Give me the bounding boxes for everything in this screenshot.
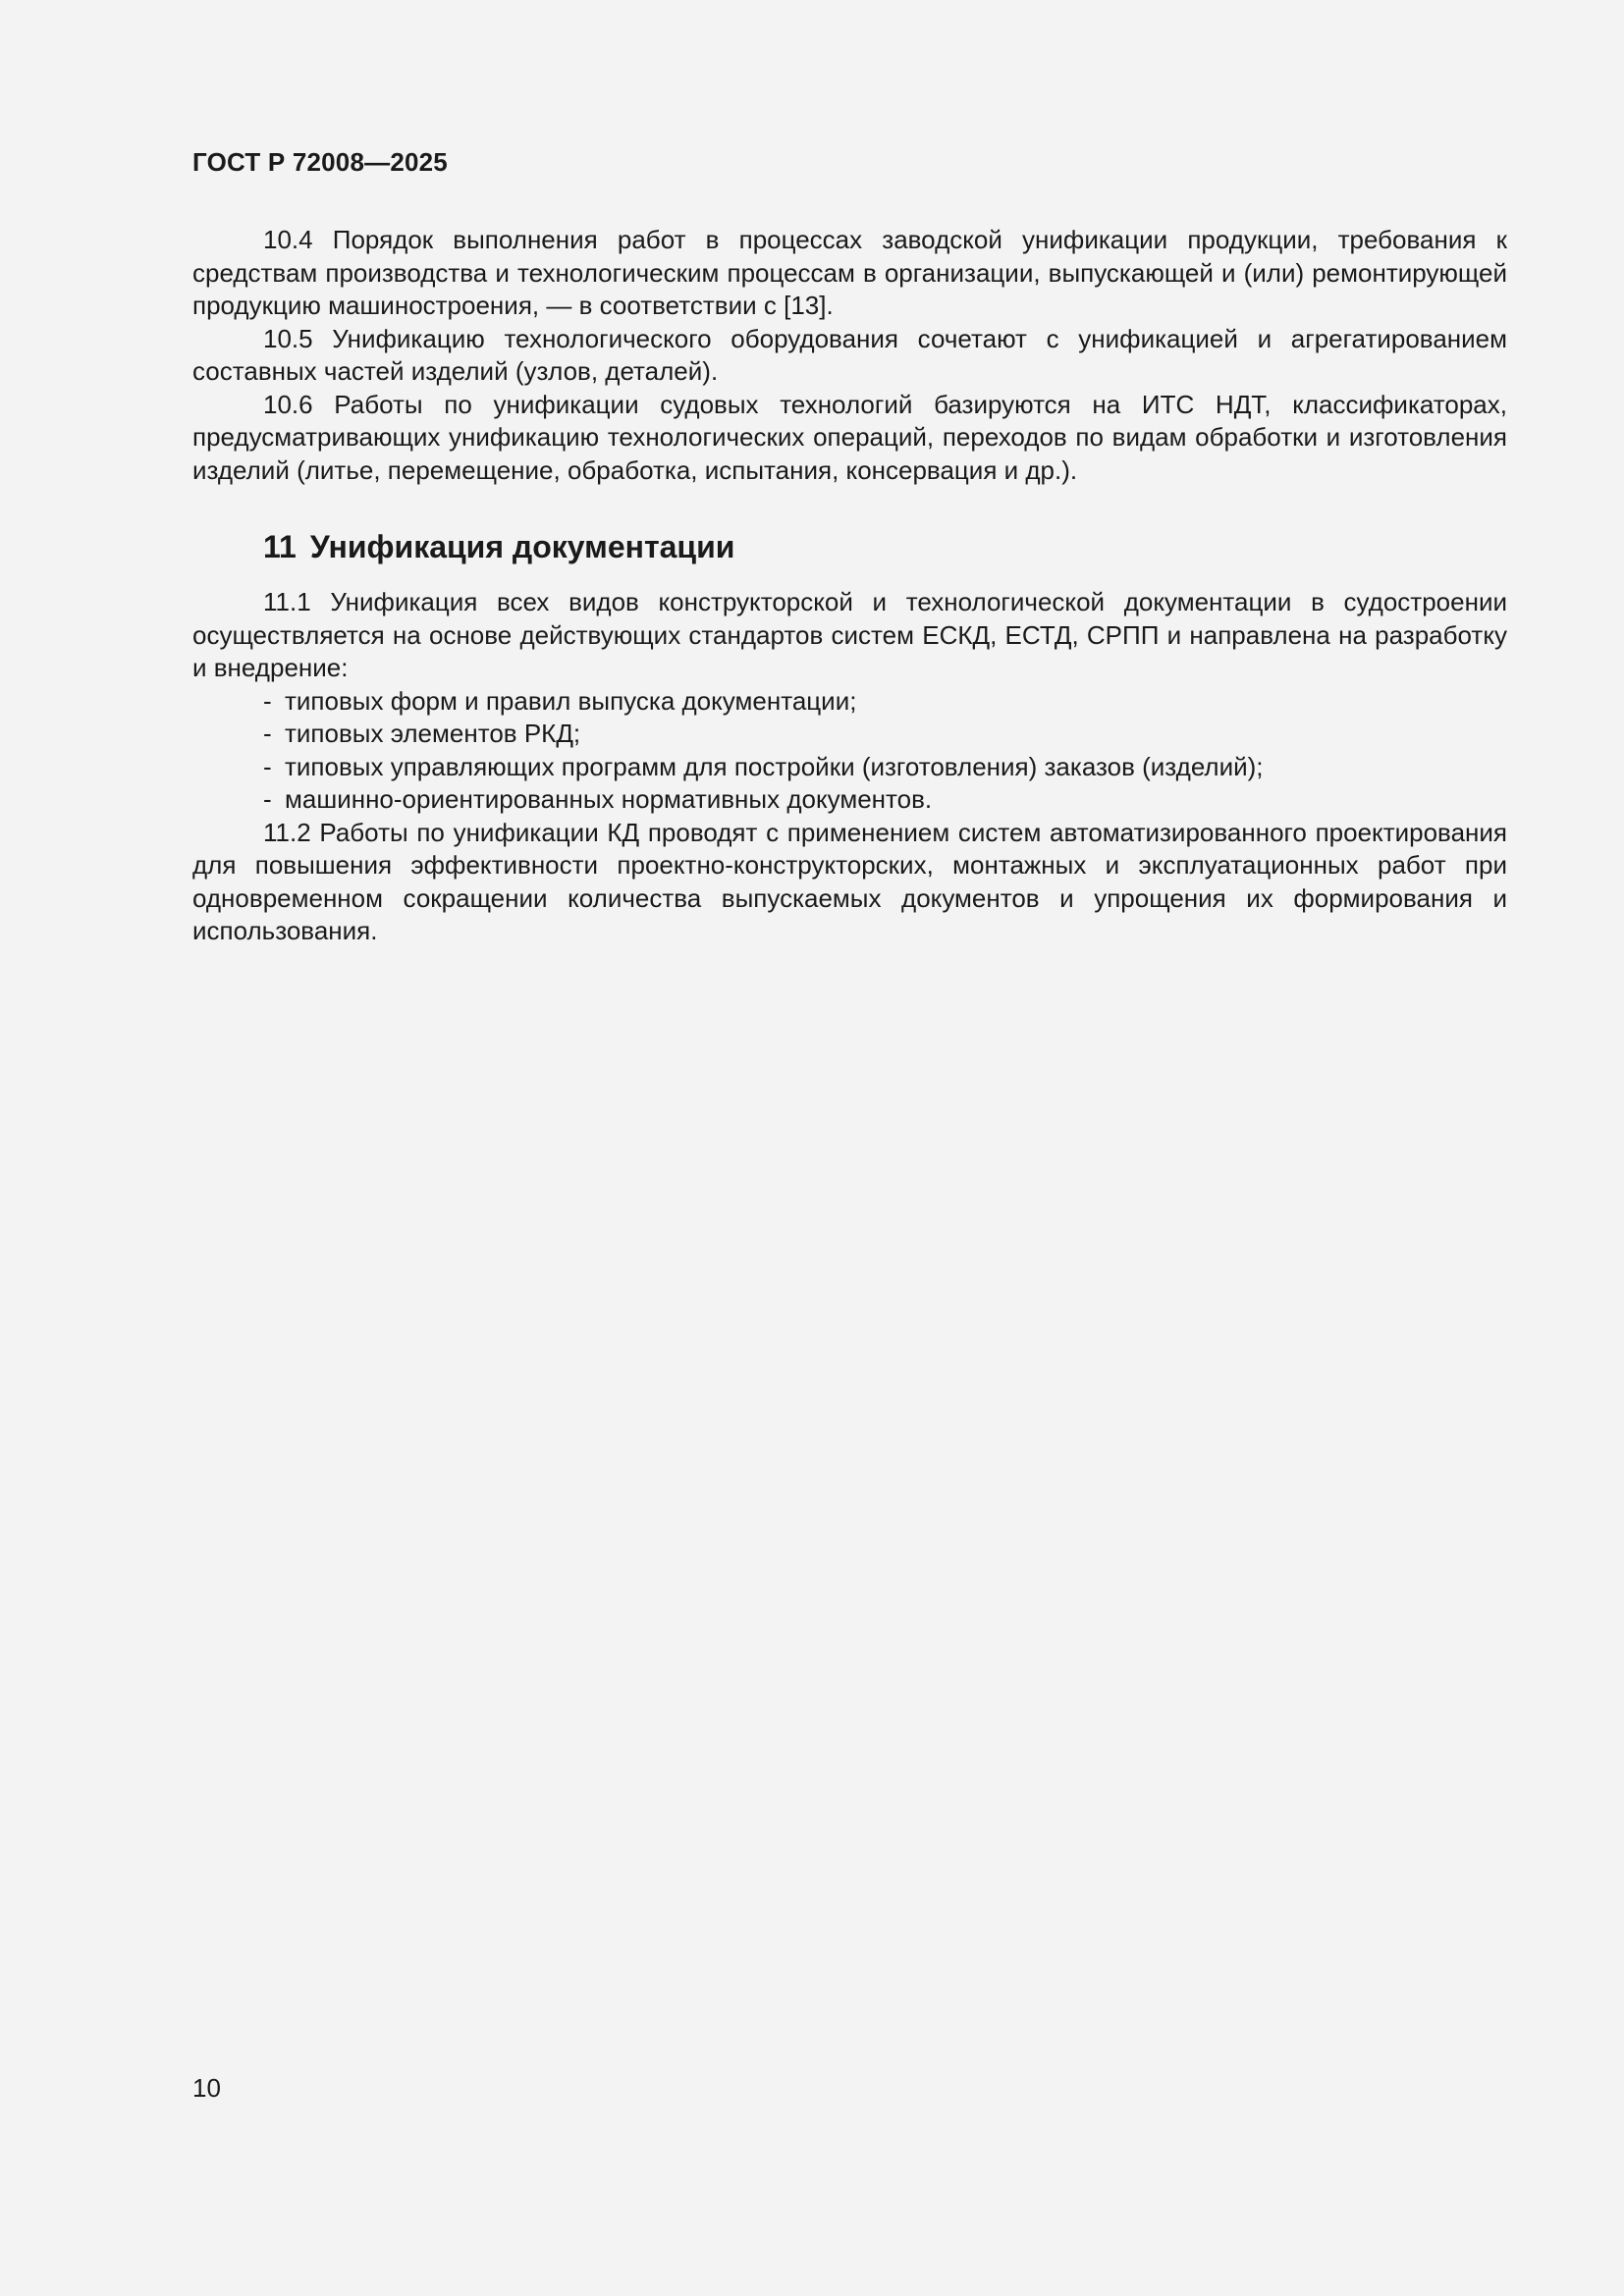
paragraph-10-4: 10.4 Порядок выполнения работ в процессах заводской унификации продукции, требования к средствам производства и технологическим процессам в организации, выпускающей и (или) ремонтирующей продукцию машиностроения, — в соответствии с [13]. bbox=[192, 225, 1507, 320]
list-marker: - bbox=[263, 685, 272, 716]
page-number: 10 bbox=[192, 2073, 221, 2103]
section-11-heading bbox=[192, 527, 1507, 566]
list-item bbox=[192, 751, 1507, 784]
paragraph-11-2: 11.2 Работы по унификации КД проводят с применением систем автоматизированного проектирования для повышения эффективности проектно-конструкторских, монтажных и эксплуатационных работ при одновременном сокращении количества выпускаемых документов и упрощения их формирования и использования. bbox=[192, 817, 1507, 945]
list-item-text: типовых форм и правил выпуска документации; bbox=[285, 685, 857, 716]
list-item-text: типовых управляющих программ для постройки (изготовления) заказов (изделий); bbox=[285, 751, 1264, 781]
list-item-text: типовых элементов РКД; bbox=[285, 719, 581, 748]
section-11-title: Унификация документации bbox=[309, 529, 735, 564]
list-item-text: машинно-ориентированных нормативных документов. bbox=[285, 784, 933, 814]
unification-list bbox=[192, 685, 1507, 817]
list-item bbox=[192, 783, 1507, 817]
page-content bbox=[192, 224, 1507, 948]
document-code-header: ГОСТ Р 72008—2025 bbox=[192, 147, 448, 177]
section-11-number: 11 bbox=[263, 529, 297, 564]
list-item bbox=[192, 718, 1507, 751]
paragraph-10-6: 10.6 Работы по унификации судовых технологий базируются на ИТС НДТ, классификаторах, предусматривающих унификацию технологических операций, переходов по видам обработки и изготовления изделий (литье, перемещение, обработка, испытания, консервация и др.). bbox=[192, 389, 1507, 485]
list-marker: - bbox=[263, 751, 272, 781]
paragraph-10-5: 10.5 Унификацию технологического оборудования сочетают с унификацией и агрегатированием составных частей изделий (узлов, деталей). bbox=[192, 323, 1507, 386]
list-marker: - bbox=[263, 784, 272, 814]
list-marker: - bbox=[263, 719, 272, 748]
list-item bbox=[192, 685, 1507, 719]
paragraph-11-1: 11.1 Унификация всех видов конструкторской и технологической документации в судостроении осуществляется на основе действующих стандартов систем ЕСКД, ЕСТД, СРПП и направлена на разработку и внедрение: bbox=[192, 587, 1507, 682]
